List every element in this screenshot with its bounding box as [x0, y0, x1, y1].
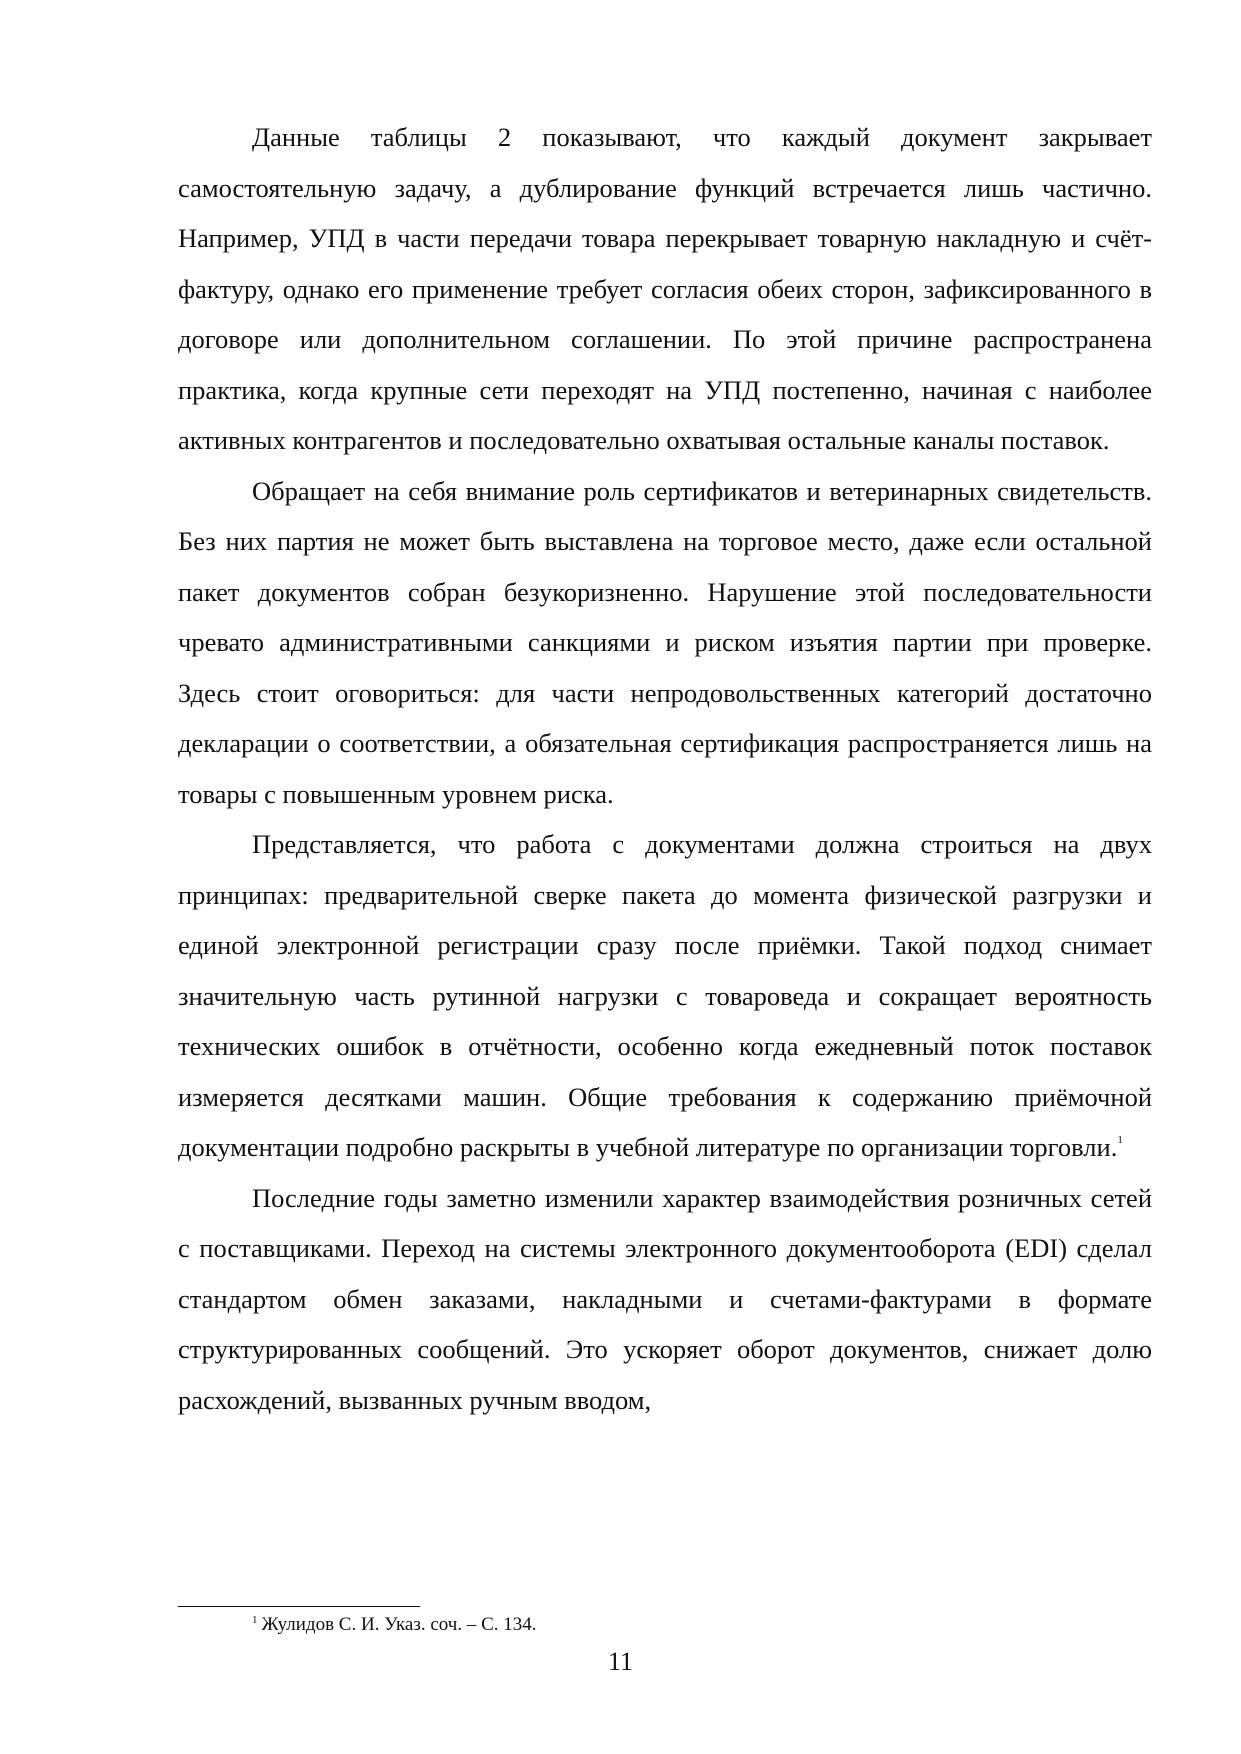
paragraph-4: [178, 1173, 1152, 1426]
footnote: [252, 1612, 537, 1638]
paragraph-2: [178, 466, 1152, 820]
footnote-mark: 1: [252, 1613, 258, 1626]
body-text: [178, 112, 1152, 1425]
paragraph-4-text: Последние годы заметно изменили характер взаимодействия розничных сетей с поставщиками. Переход на системы электронного документооборота (EDI) сделал стандартом обмен заказами, накладными и счетами-фактурами в формате структурированных сообщений. Это ускоряет оборот документов, снижает долю расхождений, вызванных ручным вводом,: [178, 1182, 1152, 1415]
paragraph-3-text: Представляется, что работа с документами должна строиться на двух принципах: предварительной сверке пакета до момента физической разгрузки и единой электронной регистрации сразу после приёмки. Такой подход снимает значительную часть рутинной нагрузки с товароведа и сокращает вероятность технических ошибок в отчётности, особенно когда ежедневный поток поставок измеряется десятками машин. Общие требования к содержанию приёмочной документации подробно раскрыты в учебной литературе по организации торговли.: [178, 829, 1152, 1162]
paragraph-2-text: Обращает на себя внимание роль сертификатов и ветеринарных свидетельств. Без них партия не может быть выставлена на торговое место, даже если остальной пакет документов собран безукоризненно. Нарушение этой последовательности чревато административными санкциями и риском изъятия партии при проверке. Здесь стоит оговориться: для части непродовольственных категорий достаточно декларации о соответствии, а обязательная сертификация распространяется лишь на товары с повышенным уровнем риска.: [178, 475, 1152, 809]
footnote-reference[interactable]: 1: [1117, 1134, 1123, 1147]
footnote-separator: [178, 1606, 420, 1607]
paragraph-1: [178, 112, 1152, 466]
paragraph-1-text: Данные таблицы 2 показывают, что каждый документ закрывает самостоятельную задачу, а дублирование функций встречается лишь частично. Например, УПД в части передачи товара перекрывает товарную накладную и счёт-фактуру, однако его применение требует согласия обеих сторон, зафиксированного в договоре или дополнительном соглашении. По этой причине распространена практика, когда крупные сети переходят на УПД постепенно, начиная с наиболее активных контрагентов и последовательно охватывая остальные каналы поставок.: [178, 122, 1152, 455]
paragraph-3: [178, 819, 1152, 1173]
page-number: 11: [607, 1647, 634, 1676]
footnote-text: Жулидов С. И. Указ. соч. – С. 134.: [261, 1614, 537, 1635]
